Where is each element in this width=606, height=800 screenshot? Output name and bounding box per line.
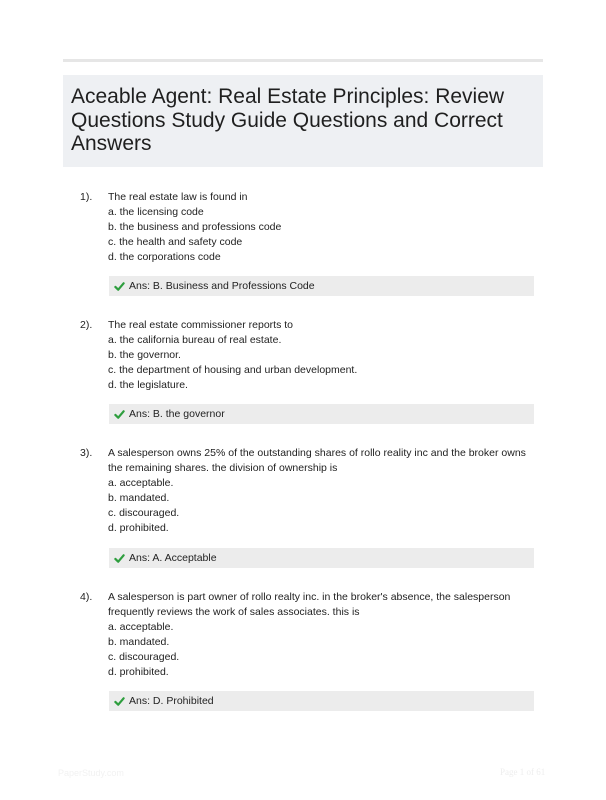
top-rule [63, 59, 543, 62]
question-text: the remaining shares. the division of ownership is [108, 462, 338, 474]
question-number: 1). [80, 191, 93, 203]
question-text: A salesperson is part owner of rollo realty inc. in the broker's absence, the salesperson [108, 591, 511, 603]
option-c: c. discouraged. [108, 507, 180, 519]
option-c: c. the health and safety code [108, 236, 243, 248]
option-a: a. acceptable. [108, 477, 174, 489]
question-text: A salesperson owns 25% of the outstanding shares of rollo reality inc and the broker owns [108, 447, 526, 459]
check-icon [114, 409, 125, 420]
option-a: a. acceptable. [108, 621, 174, 633]
question-number: 2). [80, 319, 93, 331]
question-body [108, 446, 535, 536]
answer-box [109, 276, 534, 296]
option-d: d. prohibited. [108, 666, 169, 678]
question-number: 4). [80, 591, 93, 603]
option-c: c. the department of housing and urban development. [108, 364, 358, 376]
answer-text: Ans: B. the governor [129, 408, 225, 420]
option-a: a. the california bureau of real estate. [108, 334, 282, 346]
question-body [108, 190, 535, 265]
page-number: Page 1 of 61 [500, 767, 546, 777]
question-text: frequently reviews the work of sales associates. this is [108, 606, 360, 618]
question-text: The real estate commissioner reports to [108, 319, 293, 331]
check-icon [114, 553, 125, 564]
answer-box [109, 404, 534, 424]
answer-text: Ans: A. Acceptable [129, 552, 217, 564]
option-a: a. the licensing code [108, 206, 204, 218]
footer-watermark: PaperStudy.com [58, 768, 124, 778]
check-icon [114, 281, 125, 292]
answer-box [109, 691, 534, 711]
option-b: b. mandated. [108, 492, 170, 504]
option-d: d. the corporations code [108, 251, 221, 263]
question-text: The real estate law is found in [108, 191, 248, 203]
answer-box [109, 548, 534, 568]
option-b: b. mandated. [108, 636, 170, 648]
option-b: b. the governor. [108, 349, 181, 361]
answer-text: Ans: D. Prohibited [129, 695, 214, 707]
option-c: c. discouraged. [108, 651, 180, 663]
option-d: d. the legislature. [108, 379, 188, 391]
question-number: 3). [80, 447, 93, 459]
option-b: b. the business and professions code [108, 221, 282, 233]
check-icon [114, 696, 125, 707]
question-body [108, 318, 535, 393]
option-d: d. prohibited. [108, 522, 169, 534]
question-body [108, 590, 535, 680]
answer-text: Ans: B. Business and Professions Code [129, 280, 315, 292]
title-box [63, 75, 543, 167]
document-title: Aceable Agent: Real Estate Principles: Review Questions Study Guide Questions and Correct Answers [71, 85, 505, 155]
